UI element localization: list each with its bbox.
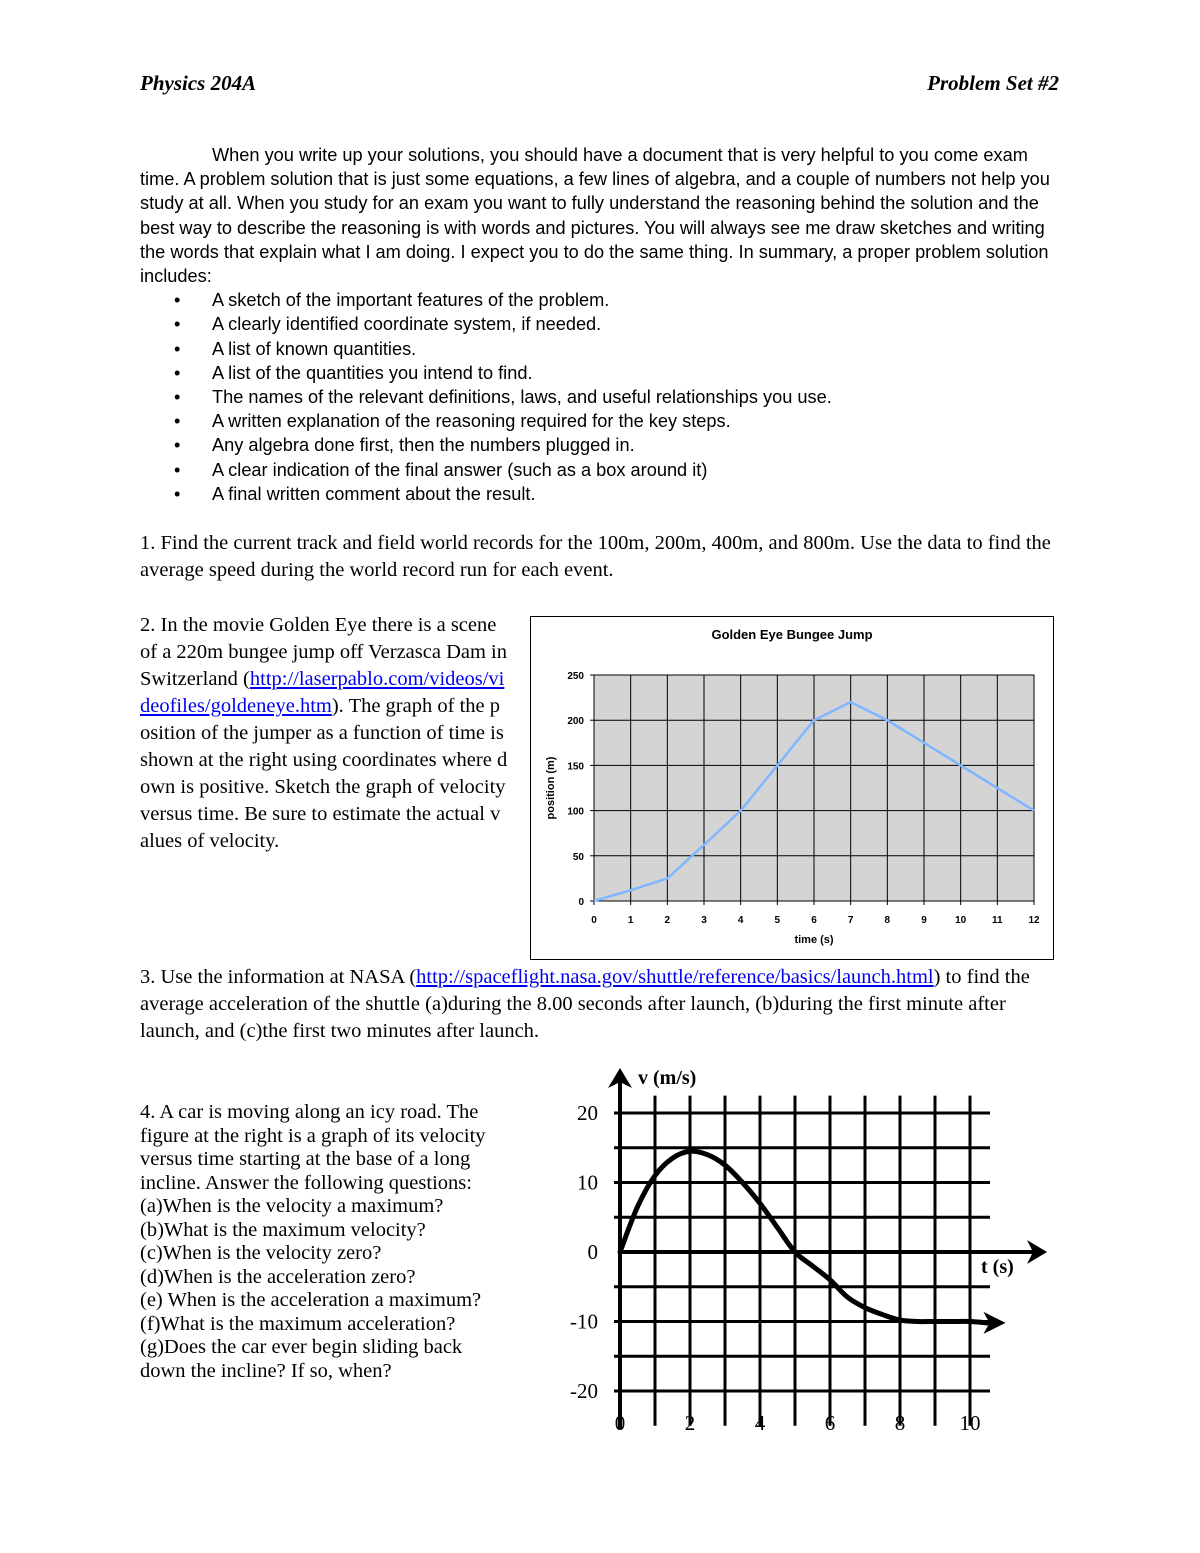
question-4-line: (a)When is the velocity a maximum? xyxy=(140,1195,444,1217)
chart-title: Golden Eye Bungee Jump xyxy=(711,627,873,642)
y-tick-label: 0 xyxy=(578,897,584,908)
x-tick-label: 0 xyxy=(614,1411,626,1435)
question-1: 1. Find the current track and field world records for the 100m, 200m, 400m, and 800m. Use the data to find the average speed during the world record run for each event. xyxy=(140,532,1051,581)
intro-paragraph: When you write up your solutions, you should have a document that is very helpful to you come exam time. A problem solution that is just some equations, a few lines of algebra, and a couple of numbers not help you study at all. When you study for an exam you want to fully understand the reasoning behind the solution and the best way to describe the reasoning is with words and pictures. You will always see me draw sketches and writing the words that explain what I am doing. I expect you to do the same thing. In summary, a proper problem solution includes: xyxy=(140,145,1050,287)
question-4-line: (g)Does the car ever begin sliding back xyxy=(140,1336,463,1358)
x-axis-label: time (s) xyxy=(794,934,834,946)
x-tick-label: 5 xyxy=(774,915,781,926)
solution-checklist xyxy=(140,288,1055,506)
checklist-item: • A final written comment about the result. xyxy=(140,482,1055,506)
question-2-text-cont: ). The graph of the position of the jumper as a function of time is shown at the right using coordinates where down is positive. Sketch the graph of velocity versus time. Be sure to estimate the actual values of velocity. xyxy=(140,695,508,852)
problem-set-title: Problem Set #2 xyxy=(927,71,1059,95)
y-axis-label: v (m/s) xyxy=(638,1067,697,1089)
question-2-text: 2. In the movie Golden Eye there is a scene of a 220m bungee jump off Verzasca Dam in Switzerland ( xyxy=(140,614,507,690)
checklist-item: • A written explanation of the reasoning required for the key steps. xyxy=(140,409,1055,433)
question-4 xyxy=(140,1101,560,1383)
question-4-line: (b)What is the maximum velocity? xyxy=(140,1218,426,1241)
x-tick-label: 4 xyxy=(754,1411,766,1435)
checklist-item: • A clear indication of the final answer (such as a box around it) xyxy=(140,458,1055,482)
question-4-line: (f)What is the maximum acceleration? xyxy=(140,1312,456,1335)
x-tick-label: 9 xyxy=(921,915,927,926)
y-tick-label: -20 xyxy=(570,1379,598,1403)
question-4-line: (c)When is the velocity zero? xyxy=(140,1242,382,1264)
intro-section xyxy=(140,143,1055,506)
x-tick-label: 8 xyxy=(884,915,891,926)
x-tick-label: 10 xyxy=(959,1411,981,1435)
question-4-line: 4. A car is moving along an icy road. The xyxy=(140,1101,479,1123)
y-tick-label: 150 xyxy=(567,761,584,773)
x-axis-label: t (s) xyxy=(981,1256,1014,1278)
x-tick-label: 8 xyxy=(894,1411,906,1435)
question-3-text-cont: ) to find the average acceleration of the shuttle (a)during the 8.00 seconds after launch, (b)during the first minute after launch, and (c)the first two minutes after launch. xyxy=(140,966,1030,1042)
y-tick-label: -10 xyxy=(570,1309,598,1334)
question-4-line: versus time starting at the base of a long xyxy=(140,1148,471,1170)
x-tick-label: 6 xyxy=(824,1411,836,1435)
x-tick-label: 0 xyxy=(591,915,597,926)
velocity-chart xyxy=(555,1060,1055,1445)
checklist-item: • A list of known quantities. xyxy=(140,337,1055,361)
checklist-item: • The names of the relevant definitions, laws, and useful relationships you use. xyxy=(140,385,1055,409)
x-tick-label: 7 xyxy=(847,915,854,926)
checklist-item: • A list of the quantities you intend to find. xyxy=(140,361,1055,385)
y-tick-label: 10 xyxy=(577,1170,598,1195)
x-tick-label: 4 xyxy=(737,915,744,926)
x-tick-label: 6 xyxy=(811,915,817,926)
question-4-line: (e) When is the acceleration a maximum? xyxy=(140,1289,482,1311)
x-tick-label: 1 xyxy=(627,915,634,926)
y-tick-label: 250 xyxy=(567,671,584,682)
y-tick-label: 100 xyxy=(567,806,584,818)
x-tick-label: 11 xyxy=(992,915,1003,926)
nasa-launch-link[interactable]: http://spaceflight.nasa.gov/shuttle/reference/basics/launch.html xyxy=(416,966,934,988)
question-4-line: down the incline? If so, when? xyxy=(140,1359,392,1382)
question-2 xyxy=(140,612,508,855)
question-4-line: incline. Answer the following questions: xyxy=(140,1171,472,1194)
goldeneye-video-link[interactable]: http://laserpablo.com/videos/videofiles/goldeneye.htm xyxy=(140,668,505,717)
checklist-item: • A sketch of the important features of the problem. xyxy=(140,288,1055,312)
question-3-text: 3. Use the information at NASA ( xyxy=(140,966,417,988)
y-tick-label: 200 xyxy=(567,716,584,728)
y-tick-label: 50 xyxy=(572,851,584,863)
checklist-item: • A clearly identified coordinate system, if needed. xyxy=(140,312,1055,336)
question-3 xyxy=(140,964,1055,1045)
axes xyxy=(608,1068,1047,1429)
question-4-line: (d)When is the acceleration zero? xyxy=(140,1265,416,1288)
x-tick-label: 2 xyxy=(664,915,671,926)
y-axis-label: position (m) xyxy=(545,756,557,820)
x-tick-label: 2 xyxy=(684,1411,696,1435)
axis-ticks xyxy=(570,1101,981,1435)
x-tick-label: 10 xyxy=(955,915,967,926)
y-tick-label: 20 xyxy=(577,1101,598,1125)
bungee-chart xyxy=(530,616,1054,960)
x-tick-label: 12 xyxy=(1028,915,1040,926)
y-tick-label: 0 xyxy=(587,1240,598,1264)
course-title: Physics 204A xyxy=(140,71,257,95)
x-tick-label: 3 xyxy=(701,915,707,926)
checklist-item: • Any algebra done first, then the numbers plugged in. xyxy=(140,433,1055,457)
question-4-line: figure at the right is a graph of its velocity xyxy=(140,1124,486,1147)
velocity-curve xyxy=(620,1151,988,1323)
